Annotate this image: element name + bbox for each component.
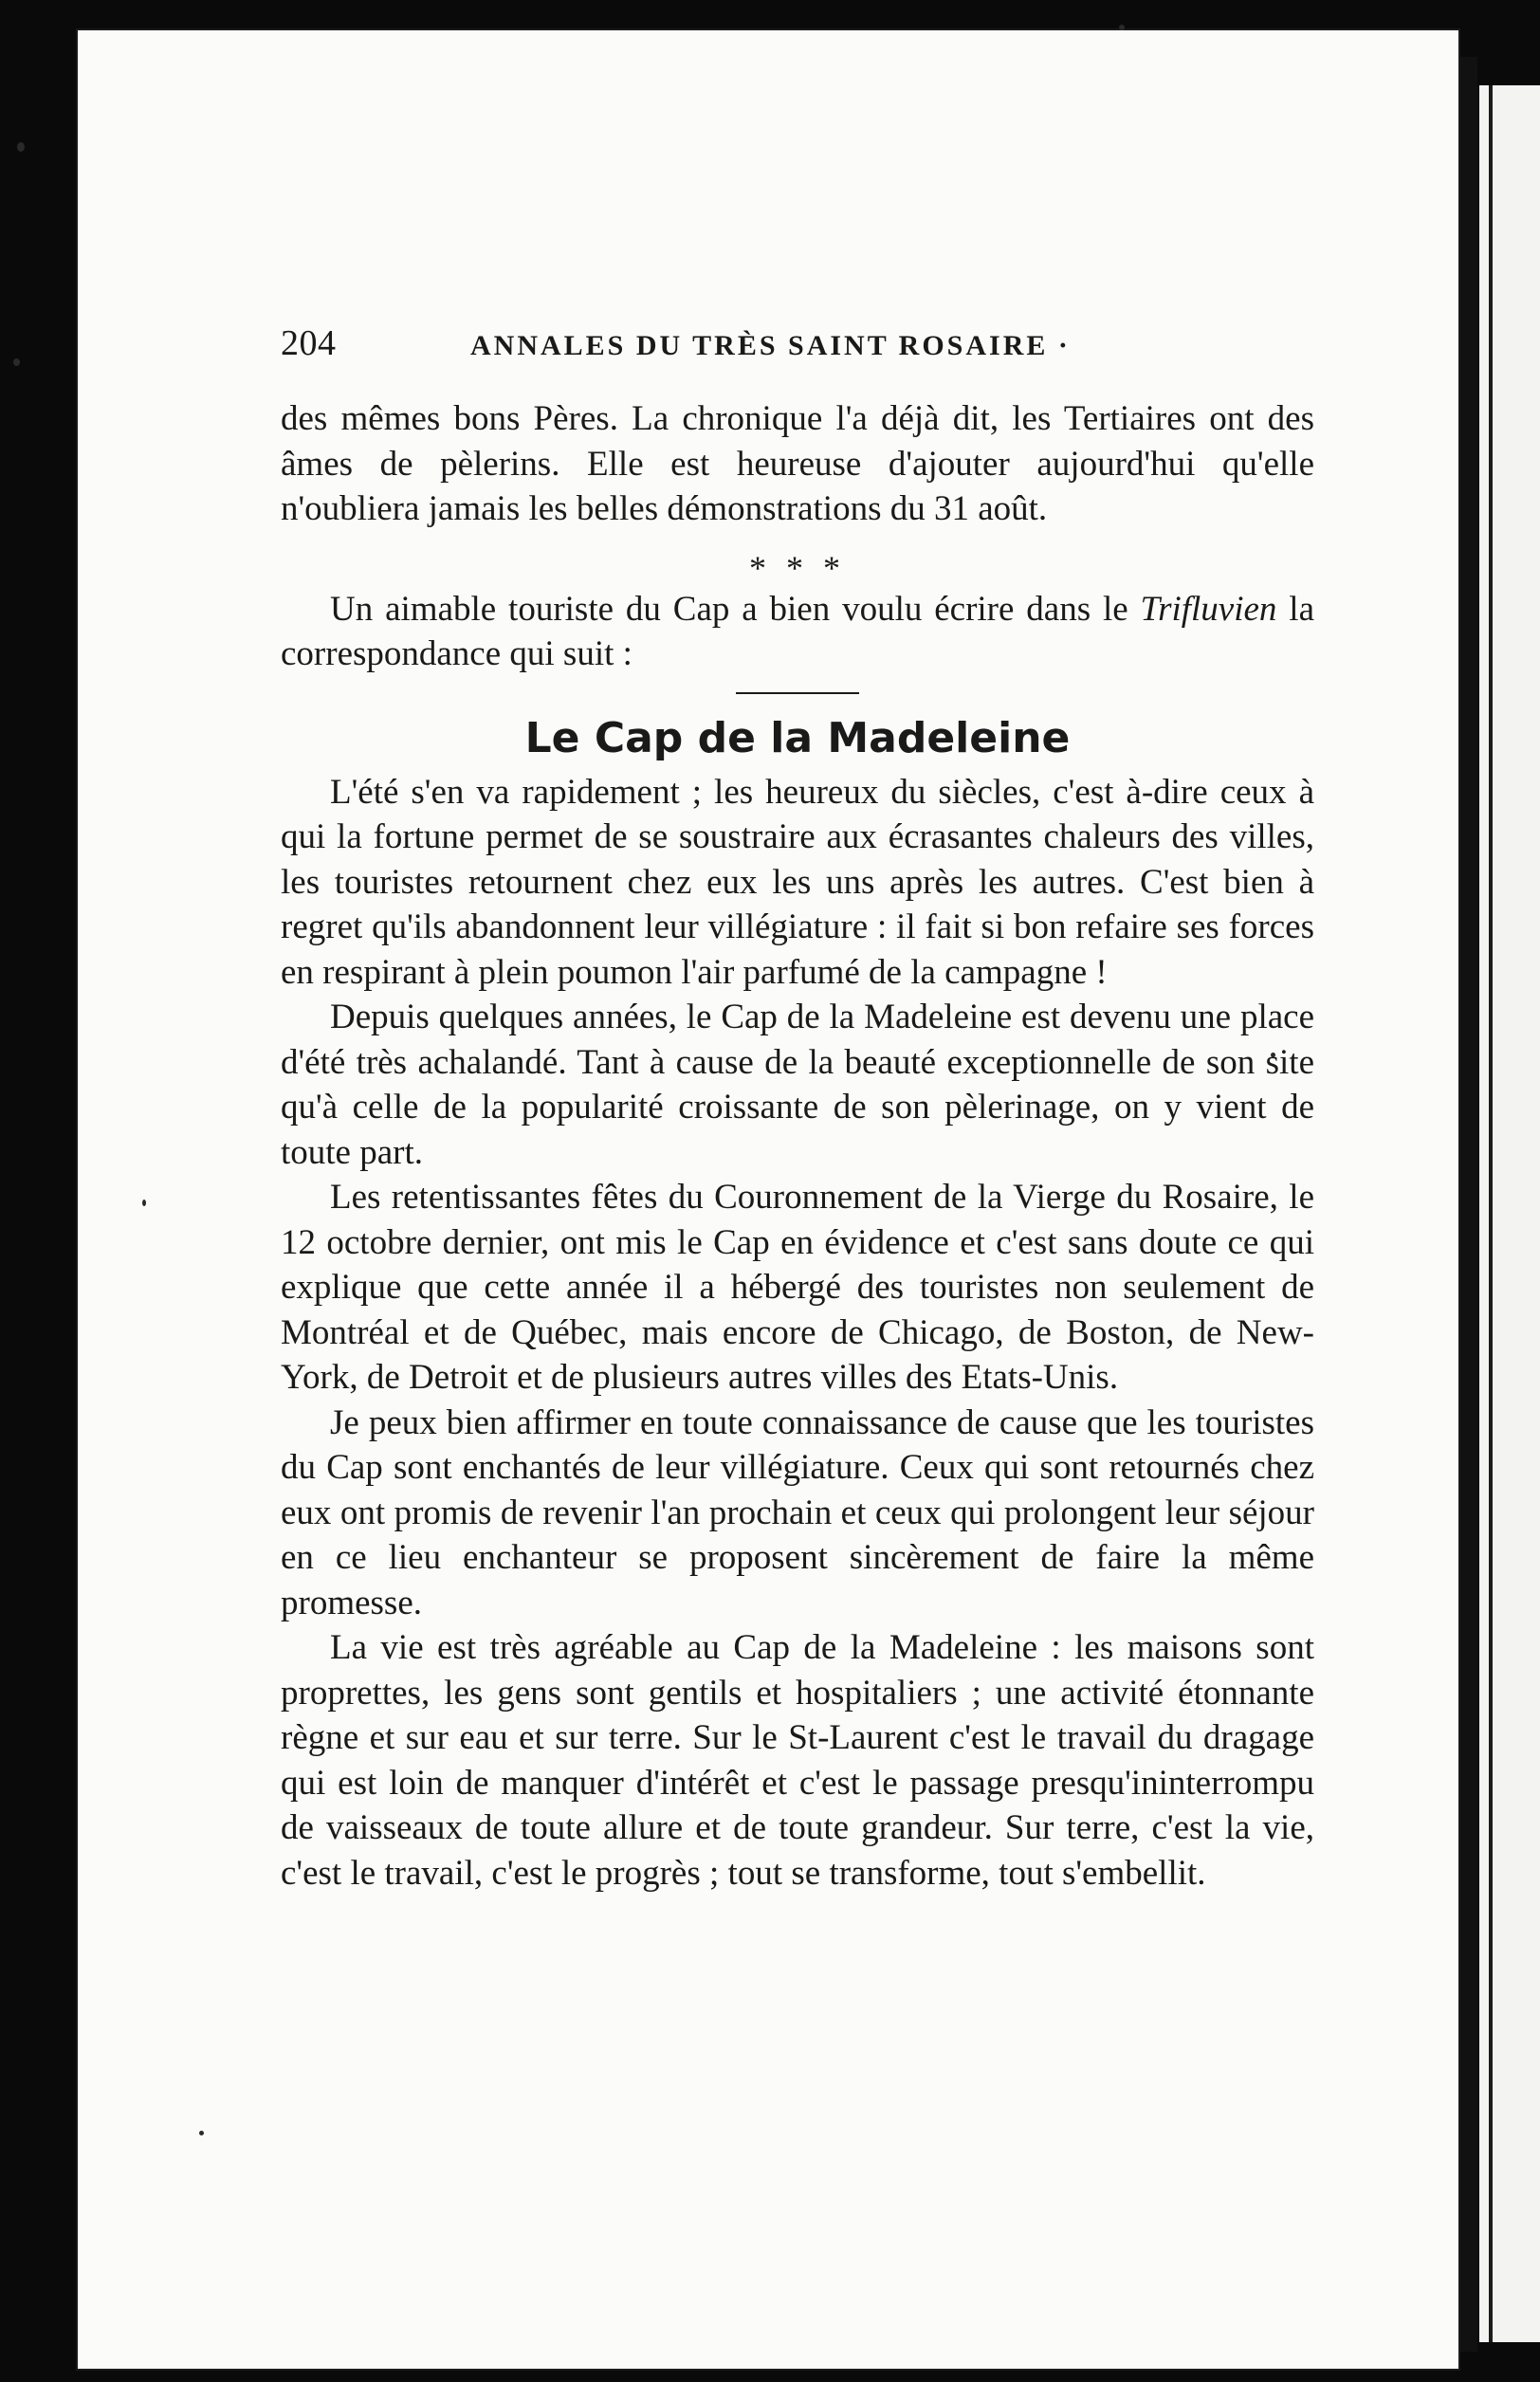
paragraph: Je peux bien affirmer en toute connaissance de cause que les touristes du Cap sont enchantés de leur villégiature. Ceux qui sont retournés chez eux ont promis de revenir l'an prochain et ceux qui prolongent leur séjour en ce lieu enchanteur se proposent sincèrement de faire la même promesse.	[281, 1402, 1314, 1622]
intro-text: Un aimable touriste du Cap a bien voulu écrire dans le	[330, 589, 1141, 629]
scan-speck	[13, 358, 20, 366]
article-title: Le Cap de la Madeleine	[524, 713, 1071, 762]
paragraph: L'été s'en va rapidement ; les heureux du siècles, c'est à-dire ceux à qui la fortune permet de se soustraire aux écrasantes chaleurs des villes, les touristes retournent chez eux les uns après les autres. C'est bien à regret qu'ils abandonnent leur villégiature : il fait si bon refaire ses forces en respirant à plein poumon l'air parfumé de la campagne !	[281, 772, 1314, 992]
page-text	[281, 322, 1314, 1896]
asterism-separator: * * *	[749, 548, 846, 587]
paragraph-continued: des mêmes bons Pères. La chronique l'a déjà dit, les Tertiaires ont des âmes de pèlerins. Elle est heureuse d'ajouter aujourd'hui qu'elle n'oubliera jamais les belles démonstrations du 31 août.	[281, 399, 1314, 528]
page-number: 204	[281, 323, 337, 363]
running-title: ANNALES DU TRÈS SAINT ROSAIRE ·	[470, 330, 1071, 361]
paragraph: Depuis quelques années, le Cap de la Madeleine est devenu une place d'été très achalandé. Tant à cause de la beauté exceptionnelle de son site qu'à celle de la popularité croissante de son pèlerinage, on y vient de toute part.	[281, 998, 1314, 1172]
scan-speck	[142, 1200, 146, 1206]
page-gutter-shadow	[1460, 57, 1477, 2352]
scan-speck	[1119, 25, 1125, 30]
running-head	[281, 322, 1314, 364]
paragraph: Les retentissantes fêtes du Couronnement de la Vierge du Rosaire, le 12 octobre dernier, ont mis le Cap en évidence et c'est sans doute ce qui explique que cette année il a hébergé des touristes non seulement de Montréal et de Québec, mais encore de Chicago, de Boston, de New-York, de Detroit et de plusieurs autres villes des Etats-Unis.	[281, 1178, 1314, 1397]
intro-text-end: la correspondance qui suit :	[281, 589, 1315, 673]
next-page-edge	[1479, 85, 1540, 2342]
scan-speck	[199, 2131, 204, 2135]
paragraph-intro	[281, 587, 1314, 677]
paragraph: La vie est très agréable au Cap de la Madeleine : les maisons sont proprettes, les gens sont gentils et hospitaliers ; une activité étonnante règne et sur eau et sur terre. Sur le St-Laurent c'est le travail du dragage qui est loin de manquer d'intérêt et c'est le passage presqu'ininterrompu de vaisseaux de toute allure et de toute grandeur. Sur terre, c'est la vie, c'est le travail, c'est le progrès ; tout se transforme, tout s'embellit.	[281, 1628, 1314, 1893]
title-rule	[736, 692, 859, 694]
newspaper-name: Trifluvien	[1140, 589, 1277, 629]
scan-speck	[17, 142, 25, 152]
